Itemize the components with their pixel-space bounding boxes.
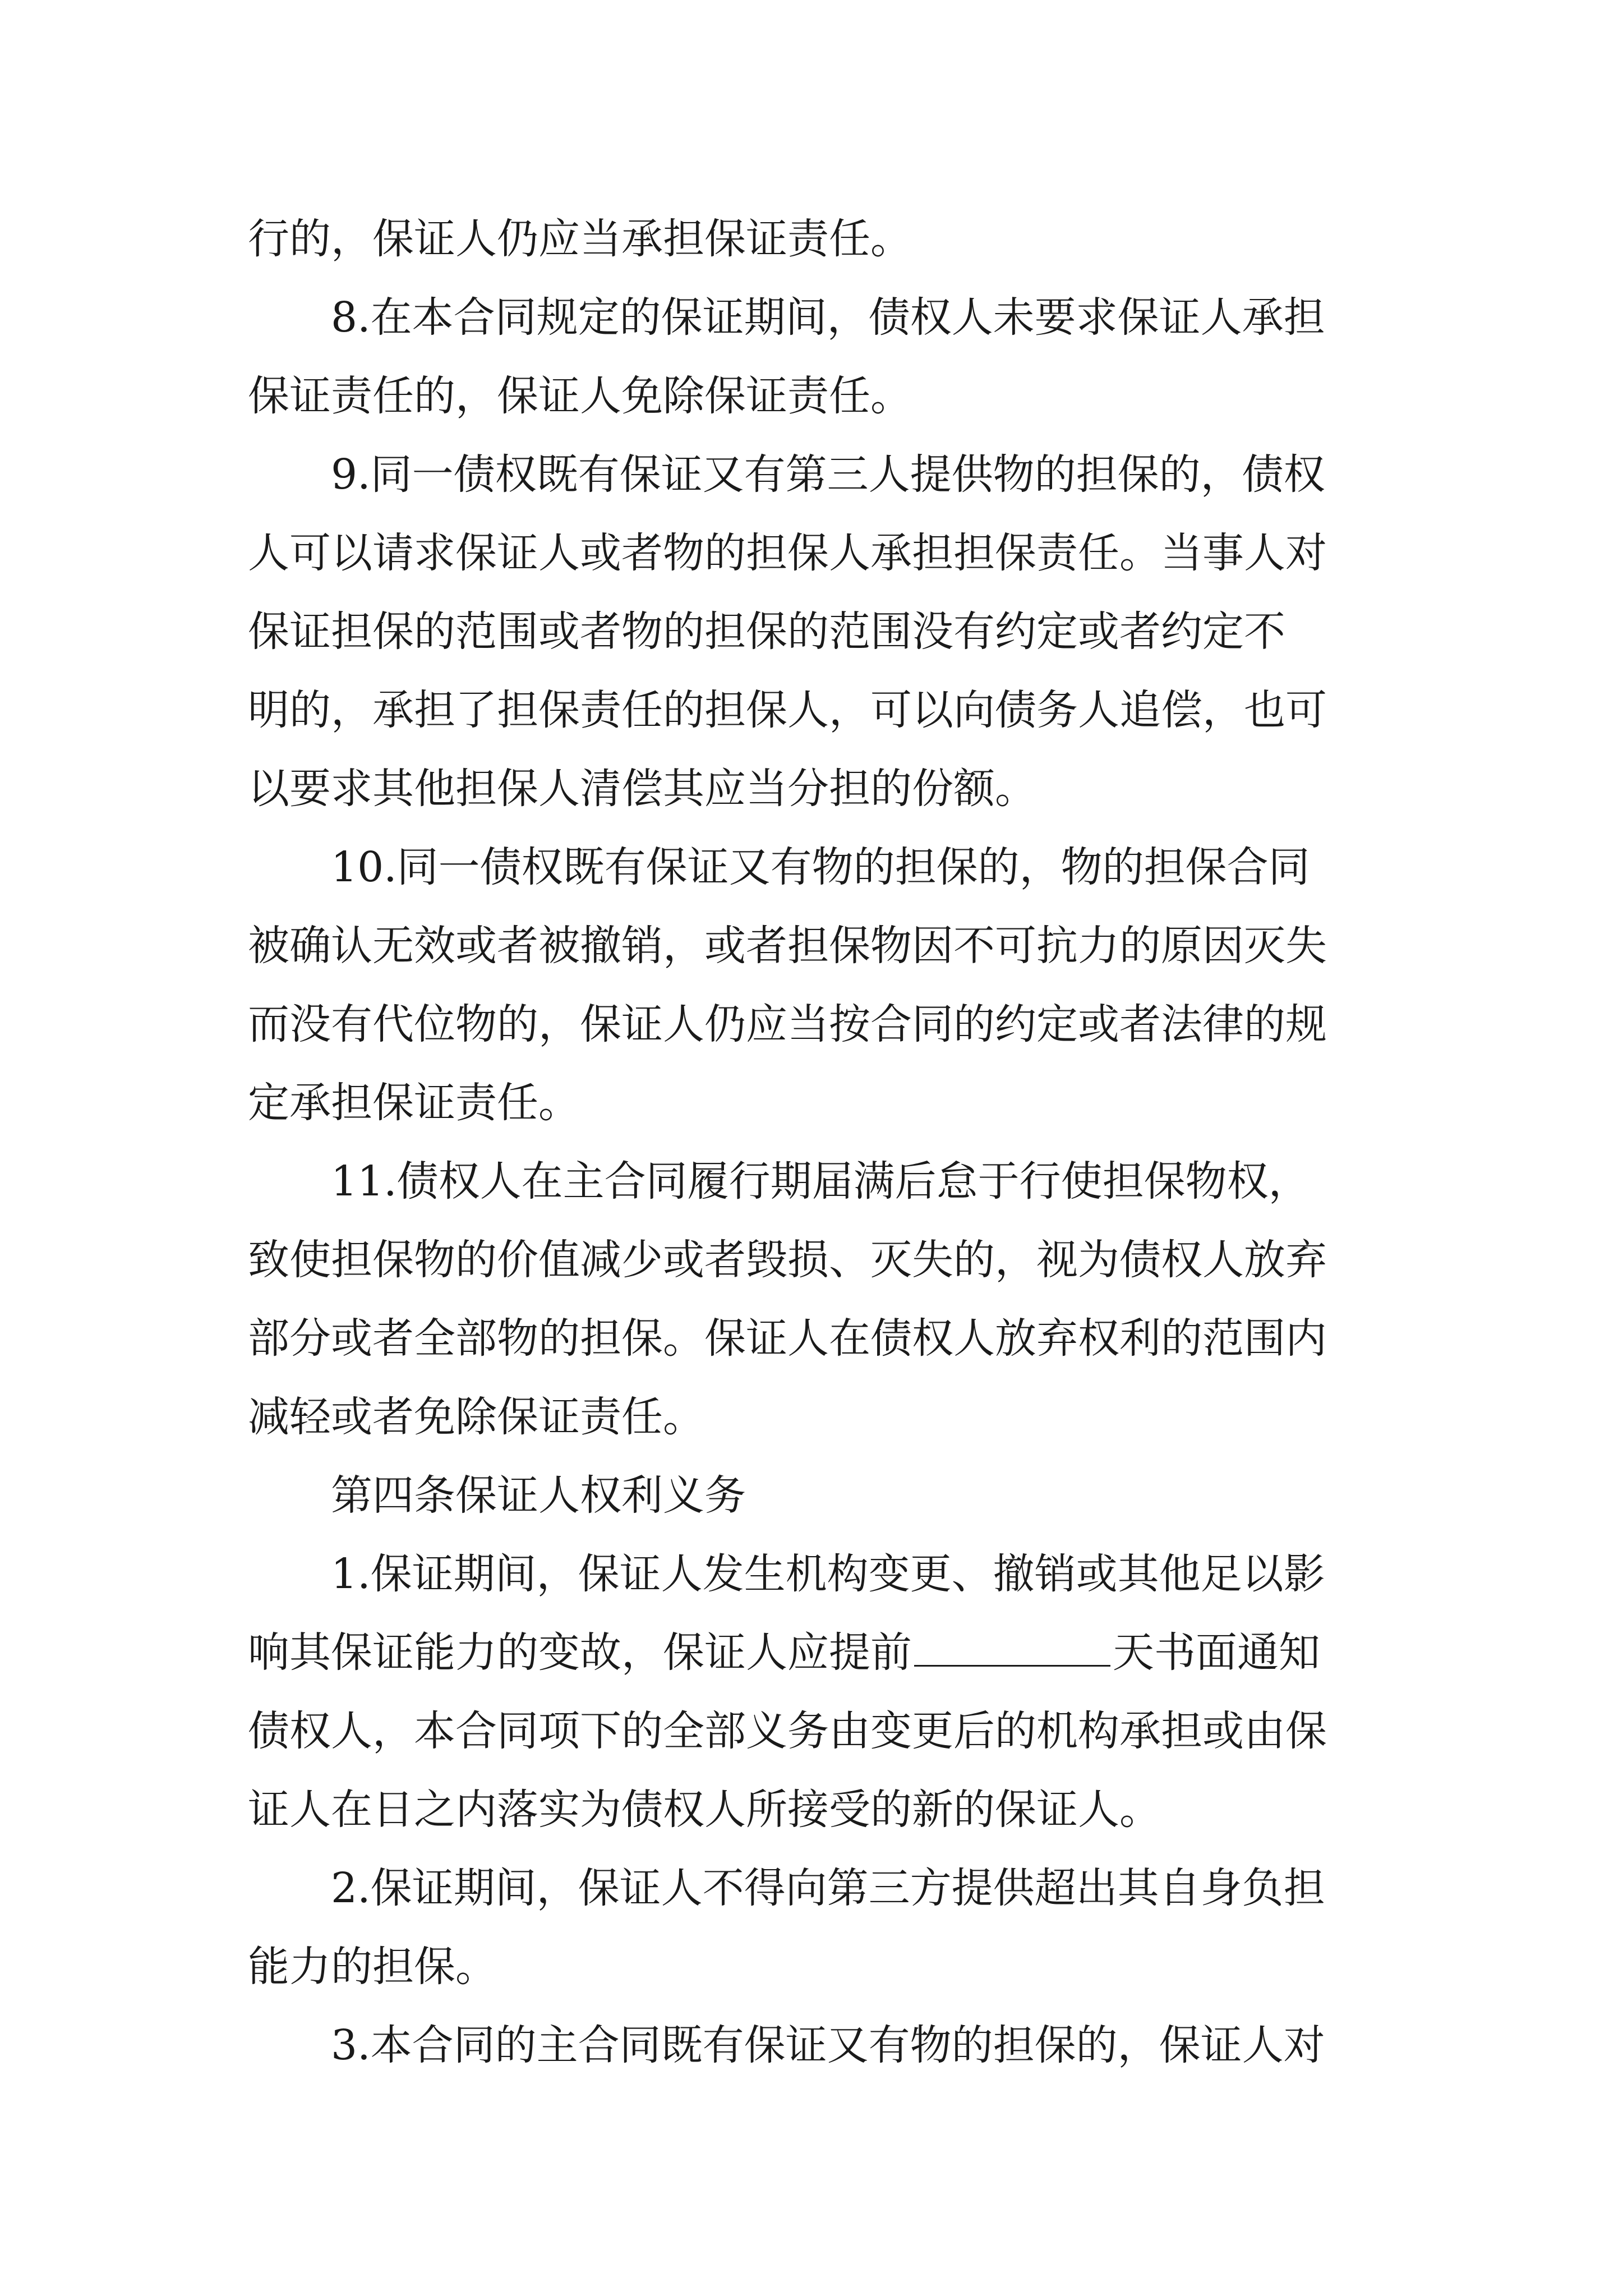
clause-11-line: 11.债权人在主合同履行期届满后怠于行使担保物权， xyxy=(331,1157,1310,1205)
text-line: 保证担保的范围或者物的担保的范围没有约定或者约定不 xyxy=(248,608,1285,656)
text-line: 部分或者全部物的担保。保证人在债权人放弃权利的范围内 xyxy=(248,1314,1327,1363)
text-segment: 响其保证能力的变故，保证人应提前 xyxy=(248,1628,912,1677)
clause-9-line: 9.同一债权既有保证又有第三人提供物的担保的，债权 xyxy=(331,450,1325,499)
clause-3-line: 3.本合同的主合同既有保证又有物的担保的，保证人对 xyxy=(331,2021,1325,2069)
clause-8-line: 8.在本合同规定的保证期间，债权人未要求保证人承担 xyxy=(331,293,1325,342)
clause-2-line: 2.保证期间，保证人不得向第三方提供超出其自身负担 xyxy=(331,1864,1325,1912)
text-line: 证人在日之内落实为债权人所接受的新的保证人。 xyxy=(248,1786,1161,1834)
text-line: 能力的担保。 xyxy=(248,1943,497,1991)
text-line: 减轻或者免除保证责任。 xyxy=(248,1393,704,1441)
section-heading: 第四条保证人权利义务 xyxy=(331,1471,746,1520)
text-line: 人可以请求保证人或者物的担保人承担担保责任。当事人对 xyxy=(248,529,1327,577)
text-line: 被确认无效或者被撤销，或者担保物因不可抗力的原因灭失 xyxy=(248,922,1327,970)
text-line: 明的，承担了担保责任的担保人，可以向债务人追偿，也可 xyxy=(248,686,1327,734)
clause-1-line: 1.保证期间，保证人发生机构变更、撤销或其他足以影 xyxy=(331,1550,1325,1598)
text-line: 定承担保证责任。 xyxy=(248,1079,580,1127)
text-line: 债权人，本合同项下的全部义务由变更后的机构承担或由保 xyxy=(248,1707,1327,1755)
text-line: 致使担保物的价值减少或者毁损、灭失的，视为债权人放弃 xyxy=(248,1236,1327,1284)
text-line: 行的，保证人仍应当承担保证责任。 xyxy=(248,215,912,263)
text-line: 保证责任的，保证人免除保证责任。 xyxy=(248,372,912,420)
text-line-with-blank xyxy=(248,1619,1320,1686)
text-line: 而没有代位物的，保证人仍应当按合同的约定或者法律的规 xyxy=(248,1000,1327,1048)
text-segment: 天书面通知 xyxy=(1113,1628,1320,1677)
fill-in-blank xyxy=(914,1631,1110,1667)
clause-10-line: 10.同一债权既有保证又有物的担保的，物的担保合同 xyxy=(331,843,1310,891)
text-line: 以要求其他担保人清偿其应当分担的份额。 xyxy=(248,765,1036,813)
